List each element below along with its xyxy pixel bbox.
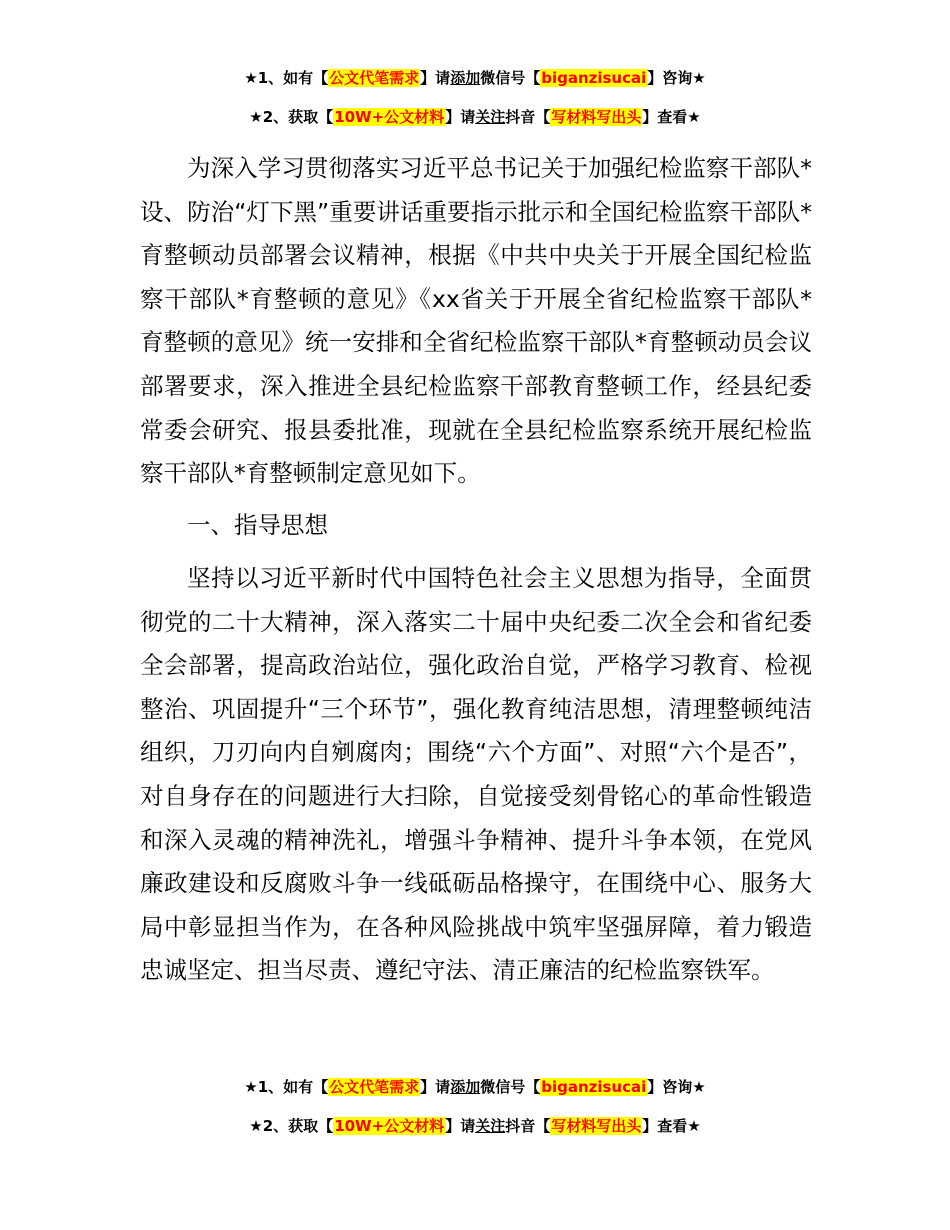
banner-highlight: 公文代笔需求 (329, 69, 420, 87)
banner-text: 】请 (445, 1117, 476, 1135)
bottom-banner-line-2 (0, 1115, 950, 1137)
banner-text: 微信号【 (480, 69, 541, 87)
banner-text: ★1、如有【 (244, 69, 329, 87)
banner-text: 抖音【 (505, 108, 551, 126)
banner-underlined: 添加 (450, 1078, 481, 1096)
banner-underlined: 关注 (475, 108, 506, 126)
banner-underlined: 添加 (450, 69, 481, 87)
banner-text: 】咨询★ (647, 1078, 706, 1096)
banner-text: 抖音【 (505, 1117, 551, 1135)
section-heading: 一、指导思想 (187, 511, 328, 539)
paragraph-guiding-thought: 坚持以习近平新时代中国特色社会主义思想为指导，全面贯彻党的二十大精神，深入落实二十届中央纪委二次全会和省纪委全会部署，提高政治站位，强化政治自觉，严格学习教育、检视整治、巩固提升“三个环节”，强化教育纯洁思想，清理整顿纯洁组织，刀刃向内自剜腐肉；围绕“六个方面”、对照“六个是否”，对自身存在的问题进行大扫除，自觉接受刻骨铭心的革命性锻造和深入灵魂的精神洗礼，增强斗争精神、提升斗争本领，在党风廉政建设和反腐败斗争一线砥砺品格操守，在围绕中心、服务大局中彰显担当作为，在各种风险挑战中筑牢坚强屏障，着力锻造忠诚坚定、担当尽责、遵纪守法、清正廉洁的纪检监察铁军。 (140, 564, 812, 985)
banner-highlight: biganzisucai (541, 1078, 647, 1096)
banner-text: 】请 (420, 1078, 451, 1096)
banner-highlight: 写材料写出头 (551, 1117, 642, 1135)
banner-text: ★1、如有【 (244, 1078, 329, 1096)
banner-text: 】请 (420, 69, 451, 87)
banner-text: 】咨询★ (647, 69, 706, 87)
banner-text: ★2、获取【 (249, 1117, 334, 1135)
banner-text: ★2、获取【 (249, 108, 334, 126)
top-banner-line-2 (0, 106, 950, 128)
paragraph-intro: 为深入学习贯彻落实习近平总书记关于加强纪检监察干部队*设、防治“灯下黑”重要讲话重要指示批示和全国纪检监察干部队*育整顿动员部署会议精神，根据《中共中央关于开展全国纪检监察干部队*育整顿的意见》《xx省关于开展全省纪检监察干部队*育整顿的意见》统一安排和全省纪检监察干部队*育整顿动员会议部署要求，深入推进全县纪检监察干部教育整顿工作，经县纪委常委会研究、报县委批准，现就在全县纪检监察系统开展纪检监察干部队*育整顿制定意见如下。 (140, 154, 812, 488)
top-banner-line-1 (0, 67, 950, 89)
banner-highlight: biganzisucai (541, 69, 647, 87)
banner-highlight: 写材料写出头 (551, 108, 642, 126)
banner-text: 】查看★ (642, 108, 701, 126)
banner-text: 】查看★ (642, 1117, 701, 1135)
bottom-banner-line-1 (0, 1076, 950, 1098)
banner-underlined: 关注 (475, 1117, 506, 1135)
banner-text: 微信号【 (480, 1078, 541, 1096)
banner-text: 】请 (445, 108, 476, 126)
banner-highlight: 10W+公文材料 (334, 1117, 445, 1135)
banner-highlight: 10W+公文材料 (334, 108, 445, 126)
banner-highlight: 公文代笔需求 (329, 1078, 420, 1096)
